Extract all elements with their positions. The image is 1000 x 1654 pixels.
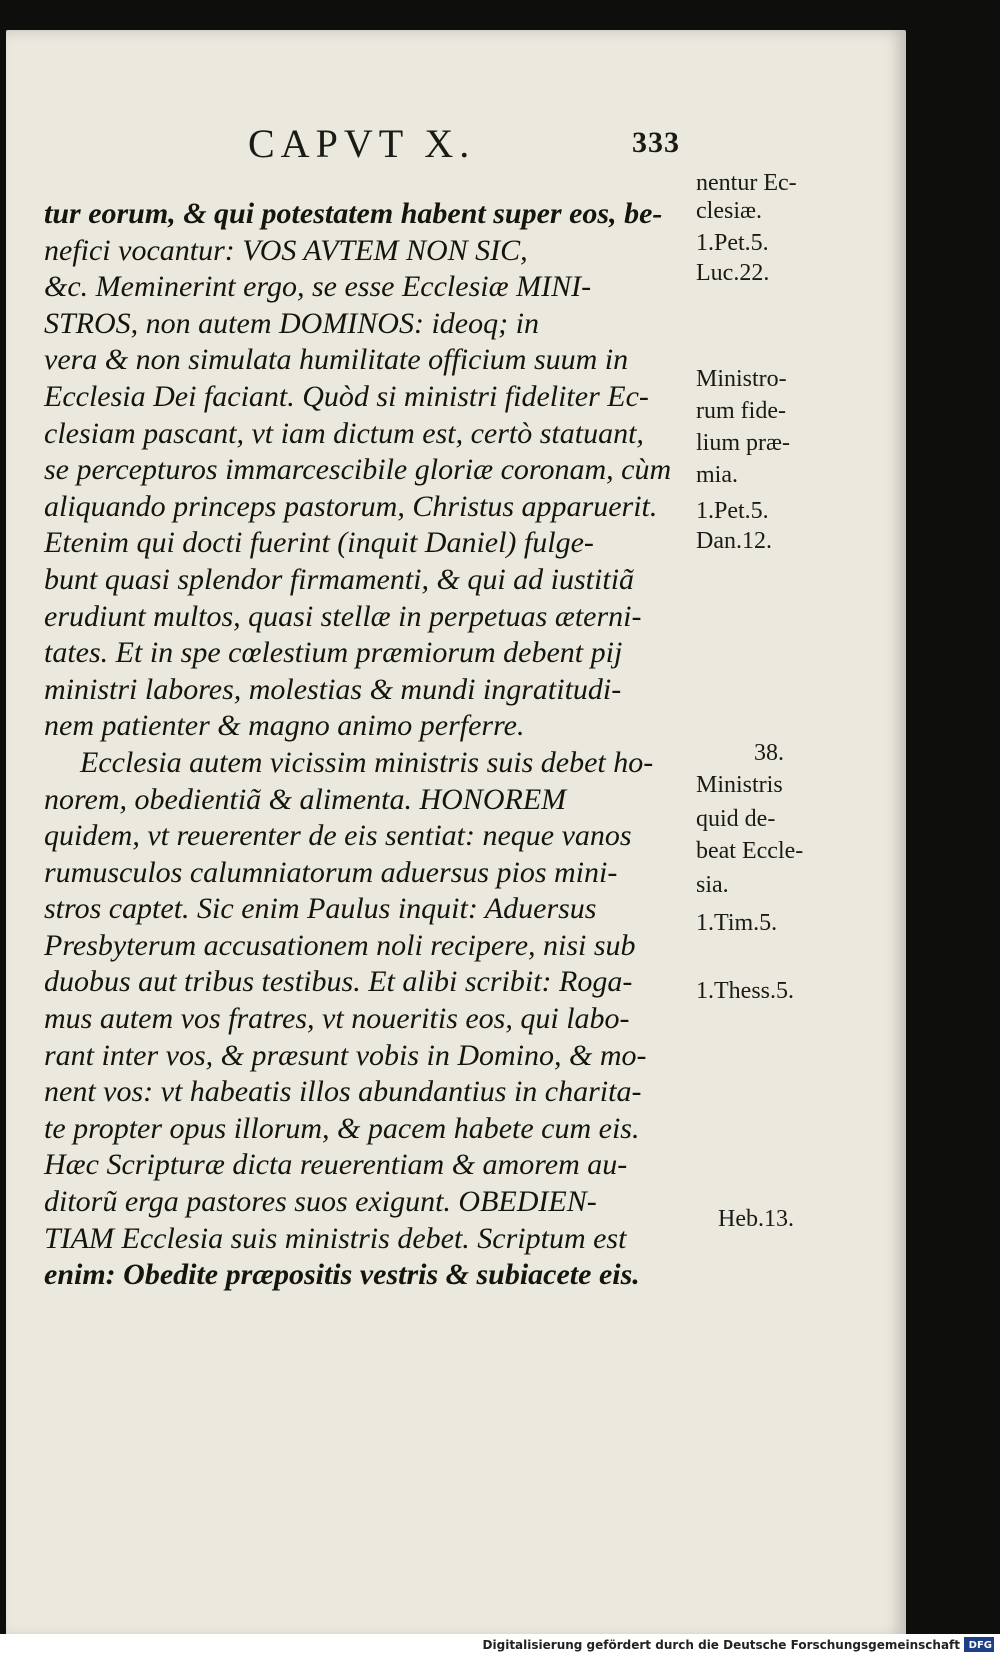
- text-line: rumusculos calumniatorum aduersus pios mini-: [44, 855, 618, 889]
- margin-note: nentur Ec-: [696, 170, 797, 196]
- text-line: nefici vocantur: VOS AVTEM NON SIC,: [44, 233, 528, 267]
- funding-credit: Digitalisierung gefördert durch die Deutsche Forschungsgemeinschaft: [482, 1638, 960, 1652]
- text-line: te propter opus illorum, & pacem habete cum eis.: [44, 1111, 640, 1145]
- main-text-block: [44, 196, 694, 1294]
- text-line: TIAM Ecclesia suis ministris debet. Scriptum est: [44, 1221, 627, 1255]
- margin-note: Ministro-: [696, 366, 787, 392]
- chapter-title: CAPVT X.: [248, 121, 476, 166]
- text-line: enim: Obedite præpositis vestris & subiacete eis.: [44, 1258, 640, 1292]
- text-line: norem, obedientiã & alimenta. HONOREM: [44, 782, 567, 816]
- text-line: clesiam pascant, vt iam dictum est, certò statuant,: [44, 416, 644, 450]
- dfg-logo-label: DFG: [968, 1640, 992, 1651]
- text-line: quidem, vt reuerenter de eis sentiat: neque vanos: [44, 819, 632, 853]
- margin-note: mia.: [696, 462, 738, 488]
- text-line: &c. Meminerint ergo, se esse Ecclesiæ MINI-: [44, 270, 592, 304]
- margin-note: 1.Tim.5.: [696, 910, 778, 936]
- text-line: ministri labores, molestias & mundi ingratitudi-: [44, 672, 622, 706]
- margin-note: 38.: [754, 740, 784, 766]
- book-page: [6, 30, 906, 1638]
- text-line: duobus aut tribus testibus. Et alibi scribit: Roga-: [44, 965, 633, 999]
- text-line: se percepturos immarcescibile gloriæ coronam, cùm: [44, 453, 672, 487]
- margin-note: quid de-: [696, 806, 776, 832]
- margin-note: clesiæ.: [696, 198, 762, 224]
- margin-note: Luc.22.: [696, 260, 770, 286]
- text-line: mus autem vos fratres, vt noueritis eos, qui labo-: [44, 1002, 630, 1036]
- text-line: STROS, non autem DOMINOS: ideoq; in: [44, 306, 539, 340]
- text-line: Ecclesia Dei faciant. Quòd si ministri fideliter Ec-: [44, 379, 649, 413]
- text-line: tur eorum, & qui potestatem habent super eos, be-: [44, 197, 663, 230]
- text-line: Hæc Scripturæ dicta reuerentiam & amorem au-: [44, 1148, 628, 1182]
- page-number: 333: [632, 126, 680, 159]
- margin-note: Ministris: [696, 772, 783, 798]
- margin-note: lium præ-: [696, 430, 790, 456]
- margin-note: Heb.13.: [718, 1206, 794, 1232]
- margin-note: rum fide-: [696, 398, 786, 424]
- text-line: bunt quasi splendor firmamenti, & qui ad iustitiã: [44, 562, 635, 596]
- text-line: rant inter vos, & præsunt vobis in Domino, & mo-: [44, 1038, 647, 1072]
- text-line: erudiunt multos, quasi stellæ in perpetuas æterni-: [44, 599, 642, 633]
- margin-note: sia.: [696, 872, 729, 898]
- text-line: aliquando princeps pastorum, Christus apparuerit.: [44, 489, 658, 523]
- text-line: Presbyterum accusationem noli recipere, nisi sub: [44, 928, 636, 962]
- margin-note: Dan.12.: [696, 528, 772, 554]
- text-line: stros captet. Sic enim Paulus inquit: Aduersus: [44, 892, 597, 926]
- margin-note: 1.Thess.5.: [696, 978, 794, 1004]
- text-line: Ecclesia autem vicissim ministris suis debet ho-: [80, 745, 654, 779]
- text-line: nem patienter & magno animo perferre.: [44, 709, 525, 743]
- margin-note: beat Eccle-: [696, 838, 804, 864]
- text-line: Etenim qui docti fuerint (inquit Daniel) fulge-: [44, 526, 594, 560]
- text-line: vera & non simulata humilitate officium suum in: [44, 343, 629, 377]
- text-line: nent vos: vt habeatis illos abundantius in charita-: [44, 1075, 642, 1109]
- margin-note: 1.Pet.5.: [696, 498, 769, 524]
- text-line: ditorũ erga pastores suos exigunt. OBEDIEN-: [44, 1185, 597, 1219]
- text-line: tates. Et in spe cœlestium præmiorum debent pij: [44, 636, 623, 670]
- margin-note: 1.Pet.5.: [696, 230, 769, 256]
- footer-strip: [0, 1634, 1000, 1654]
- marginal-notes: [696, 30, 896, 1638]
